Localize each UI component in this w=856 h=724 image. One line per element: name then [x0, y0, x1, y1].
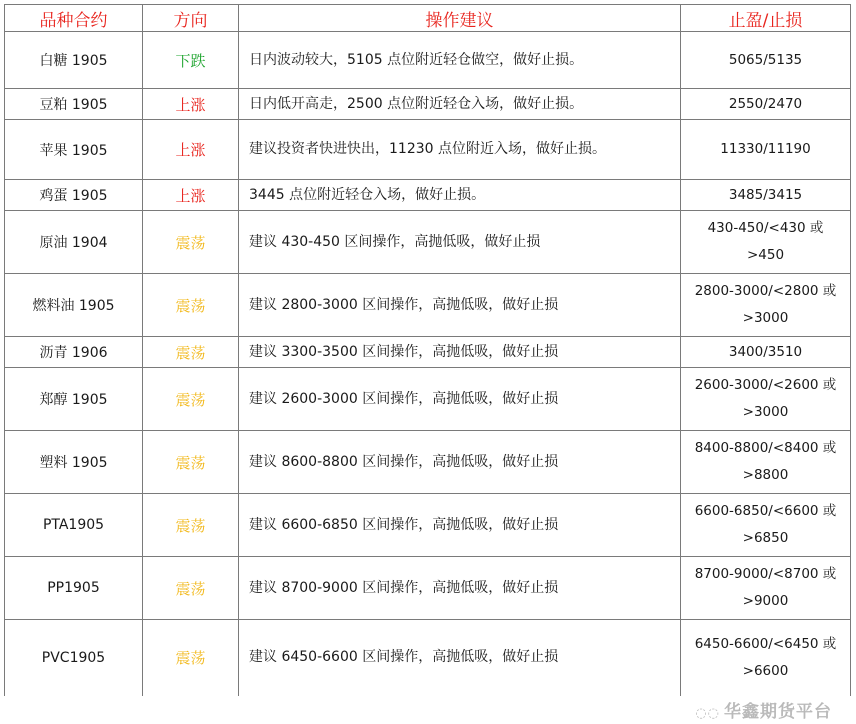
table-row	[5, 211, 851, 274]
advice-cell: 建议 8700-9000 区间操作，高抛低吸，做好止损	[239, 557, 681, 620]
direction-cell: 震荡	[143, 337, 239, 368]
stop-cell: 2800-3000/<2800 或>3000	[681, 274, 851, 337]
direction-cell: 震荡	[143, 557, 239, 620]
table-row	[5, 431, 851, 494]
contract-cell: 塑料 1905	[5, 431, 143, 494]
stop-cell: 3400/3510	[681, 337, 851, 368]
advice-cell: 建议 8600-8800 区间操作，高抛低吸，做好止损	[239, 431, 681, 494]
advice-cell: 建议 3300-3500 区间操作，高抛低吸，做好止损	[239, 337, 681, 368]
stop-cell: 5065/5135	[681, 32, 851, 89]
table-row	[5, 368, 851, 431]
stop-cell: 8400-8800/<8400 或>8800	[681, 431, 851, 494]
advice-cell: 建议投资者快进快出，11230 点位附近入场，做好止损。	[239, 120, 681, 180]
advice-cell: 日内波动较大，5105 点位附近轻仓做空，做好止损。	[239, 32, 681, 89]
stop-cell: 2550/2470	[681, 89, 851, 120]
direction-cell: 上涨	[143, 180, 239, 211]
wechat-logo-icon: ◌◌	[695, 706, 720, 721]
contract-cell: 豆粕 1905	[5, 89, 143, 120]
contract-cell: 郑醇 1905	[5, 368, 143, 431]
stop-cell: 6600-6850/<6600 或>6850	[681, 494, 851, 557]
direction-cell: 上涨	[143, 120, 239, 180]
contract-cell: PVC1905	[5, 620, 143, 696]
table-row	[5, 180, 851, 211]
header-row	[5, 5, 851, 32]
table-row	[5, 557, 851, 620]
advice-cell: 3445 点位附近轻仓入场，做好止损。	[239, 180, 681, 211]
direction-cell: 上涨	[143, 89, 239, 120]
advice-cell: 建议 430-450 区间操作，高抛低吸，做好止损	[239, 211, 681, 274]
stop-cell: 2600-3000/<2600 或>3000	[681, 368, 851, 431]
header-direction: 方向	[143, 5, 239, 32]
stop-cell: 8700-9000/<8700 或>9000	[681, 557, 851, 620]
direction-cell: 震荡	[143, 620, 239, 696]
contract-cell: 原油 1904	[5, 211, 143, 274]
direction-cell: 震荡	[143, 211, 239, 274]
table-row	[5, 494, 851, 557]
watermark-text: 华鑫期货平台	[724, 702, 832, 722]
contract-cell: 苹果 1905	[5, 120, 143, 180]
header-advice: 操作建议	[239, 5, 681, 32]
advice-cell: 日内低开高走，2500 点位附近轻仓入场，做好止损。	[239, 89, 681, 120]
table-row	[5, 32, 851, 89]
contract-cell: PTA1905	[5, 494, 143, 557]
stop-cell: 11330/11190	[681, 120, 851, 180]
direction-cell: 震荡	[143, 368, 239, 431]
table-row	[5, 337, 851, 368]
header-contract: 品种合约	[5, 5, 143, 32]
advice-cell: 建议 6600-6850 区间操作，高抛低吸，做好止损	[239, 494, 681, 557]
contract-cell: 燃料油 1905	[5, 274, 143, 337]
table-row	[5, 89, 851, 120]
advice-cell: 建议 6450-6600 区间操作，高抛低吸，做好止损	[239, 620, 681, 696]
advice-cell: 建议 2800-3000 区间操作，高抛低吸，做好止损	[239, 274, 681, 337]
header-stop: 止盈/止损	[681, 5, 851, 32]
stop-cell: 6450-6600/<6450 或>6600	[681, 620, 851, 696]
advice-table	[4, 4, 851, 696]
direction-cell: 震荡	[143, 431, 239, 494]
table-row	[5, 274, 851, 337]
contract-cell: 白糖 1905	[5, 32, 143, 89]
watermark	[695, 697, 832, 722]
direction-cell: 震荡	[143, 274, 239, 337]
stop-cell: 430-450/<430 或>450	[681, 211, 851, 274]
contract-cell: PP1905	[5, 557, 143, 620]
direction-cell: 震荡	[143, 494, 239, 557]
table-row	[5, 120, 851, 180]
advice-cell: 建议 2600-3000 区间操作，高抛低吸，做好止损	[239, 368, 681, 431]
contract-cell: 沥青 1906	[5, 337, 143, 368]
direction-cell: 下跌	[143, 32, 239, 89]
contract-cell: 鸡蛋 1905	[5, 180, 143, 211]
stop-cell: 3485/3415	[681, 180, 851, 211]
table-row	[5, 620, 851, 696]
